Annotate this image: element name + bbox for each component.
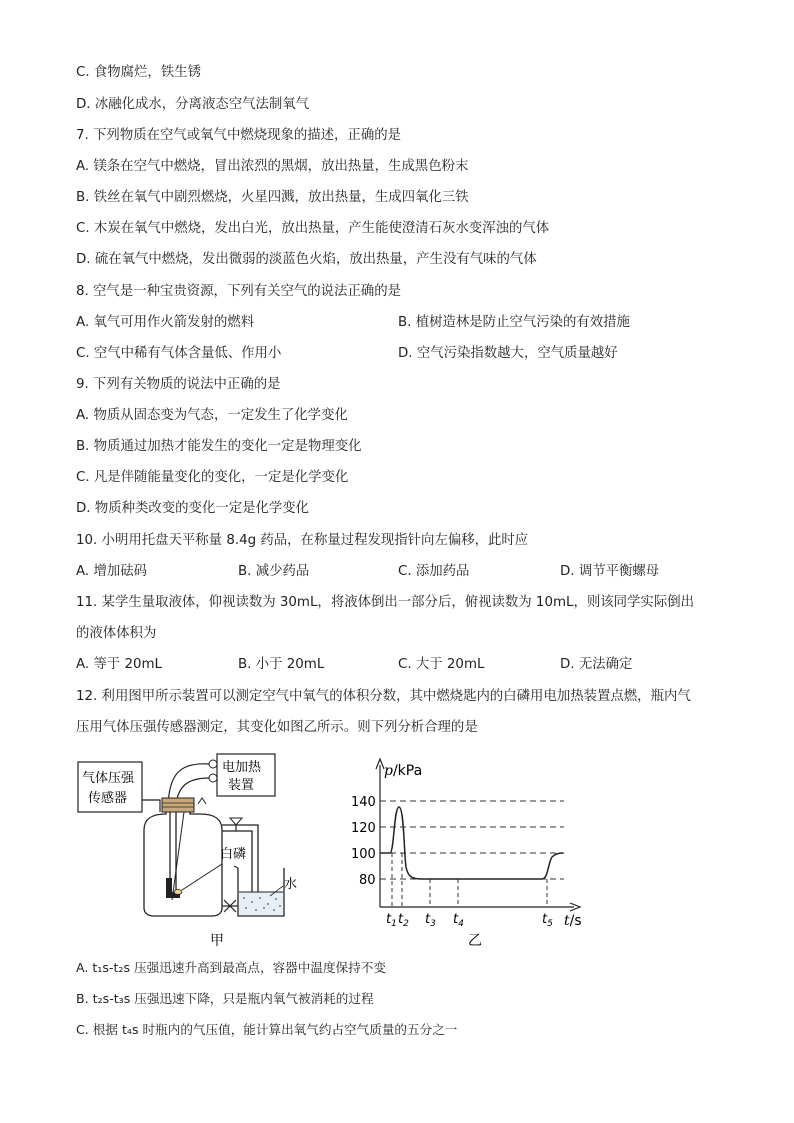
figure-apparatus [70, 750, 310, 950]
stopper [162, 798, 194, 812]
q9-option-a: A. 物质从固态变为气态，一定发生了化学变化 [76, 408, 348, 423]
x-tick-t3: $t_3$ [425, 912, 436, 929]
y-tick-100: 100 [351, 847, 376, 862]
q11-option-c: C. 大于 20mL [398, 657, 485, 672]
q7-stem: 7. 下列物质在空气或氧气中燃烧现象的描述，正确的是 [76, 128, 402, 143]
x-tick-t1: $t_1$ [386, 912, 397, 929]
pressure-curve [380, 807, 563, 879]
q12-option-c: C. 根据 t₄s 时瓶内的气压值，能计算出氧气约占空气质量的五分之一 [76, 1022, 458, 1037]
y-tick-120: 120 [351, 821, 376, 836]
q9-stem: 9. 下列有关物质的说法中正确的是 [76, 377, 281, 392]
heater-plug-1 [209, 760, 217, 768]
q7-option-b: B. 铁丝在氧气中剧烈燃烧，火星四溅，放出热量，生成四氧化三铁 [76, 190, 469, 205]
q12-stem-cont: 压用气体压强传感器测定，其变化如图乙所示。则下列分析合理的是 [76, 720, 478, 735]
sensor-label-line2: 传感器 [88, 791, 128, 806]
heater-plug-2 [209, 774, 217, 782]
flask [144, 812, 222, 916]
x-tick-t4: $t_4$ [453, 912, 464, 929]
q12-option-b: B. t₂s-t₃s 压强迅速下降，只是瓶内氧气被消耗的过程 [76, 991, 374, 1006]
y-tick-80: 80 [359, 873, 376, 888]
q8-option-d: D. 空气污染指数越大，空气质量越好 [398, 346, 618, 361]
q10-stem: 10. 小明用托盘天平称量 8.4g 药品，在称量过程发现指针向左偏移，此时应 [76, 533, 529, 548]
q12-option-a: A. t₁s-t₂s 压强迅速升高到最高点，容器中温度保持不变 [76, 960, 386, 975]
q8-option-b: B. 植树造林是防止空气污染的有效措施 [398, 315, 630, 330]
q12-stem: 12. 利用图甲所示装置可以测定空气中氧气的体积分数，其中燃烧匙内的白磷用电加热装置点燃，瓶内气 [76, 689, 691, 704]
q11-stem-cont: 的液体体积为 [76, 626, 157, 641]
q8-stem: 8. 空气是一种宝贵资源，下列有关空气的说法正确的是 [76, 284, 402, 299]
q10-option-d: D. 调节平衡螺母 [560, 564, 660, 579]
q10-option-a: A. 增加砝码 [76, 564, 147, 579]
x-tick-t5: $t_5$ [542, 912, 553, 929]
figure-pressure-chart [342, 755, 602, 950]
q7-option-c: C. 木炭在氧气中燃烧，发出白光，放出热量，产生能使澄清石灰水变浑浊的气体 [76, 221, 550, 236]
q9-option-d: D. 物质种类改变的变化一定是化学变化 [76, 501, 310, 516]
q11-option-a: A. 等于 20mL [76, 657, 163, 672]
caption-yi: 乙 [468, 933, 482, 949]
q11-stem: 11. 某学生量取液体，仰视读数为 30mL，将液体倒出一部分后，俯视读数为 10mL，则该同学实际倒出 [76, 595, 694, 610]
q10-option-c: C. 添加药品 [398, 564, 470, 579]
q10-option-b: B. 减少药品 [238, 564, 310, 579]
q6-option-d: D. 冰融化成水，分离液态空气法制氧气 [76, 97, 310, 112]
q8-option-a: A. 氧气可用作火箭发射的燃料 [76, 315, 255, 330]
q7-option-a: A. 镁条在空气中燃烧，冒出浓烈的黑烟，放出热量，生成黑色粉末 [76, 159, 469, 174]
q7-option-d: D. 硫在氧气中燃烧，发出微弱的淡蓝色火焰，放出热量，产生没有气味的气体 [76, 252, 537, 267]
q9-option-b: B. 物质通过加热才能发生的变化一定是物理变化 [76, 439, 362, 454]
water-level [239, 892, 283, 915]
q8-option-c: C. 空气中稀有气体含量低、作用小 [76, 346, 282, 361]
combustion-spoon [166, 878, 172, 898]
heater-label-line2: 装置 [228, 778, 255, 793]
q9-option-c: C. 凡是伴随能量变化的变化，一定是化学变化 [76, 470, 349, 485]
white-phosphorus [174, 890, 182, 895]
q6-option-c: C. 食物腐烂，铁生锈 [76, 65, 201, 80]
sensor-cable [142, 800, 160, 812]
q11-option-b: B. 小于 20mL [238, 657, 325, 672]
q11-option-d: D. 无法确定 [560, 657, 633, 672]
caption-jia: 甲 [210, 933, 224, 949]
x-tick-t2: $t_2$ [398, 912, 409, 929]
sensor-label-line1: 气体压强 [82, 771, 135, 786]
y-axis-label: p/kPa [384, 763, 423, 779]
heater-label-line1: 电加热 [222, 760, 262, 775]
phosphorus-label: 白磷 [220, 847, 247, 862]
y-tick-140: 140 [351, 795, 376, 810]
water-label: 水 [284, 877, 298, 892]
phosphorus-pointer [182, 864, 222, 890]
x-axis-label: t/s [564, 913, 582, 929]
